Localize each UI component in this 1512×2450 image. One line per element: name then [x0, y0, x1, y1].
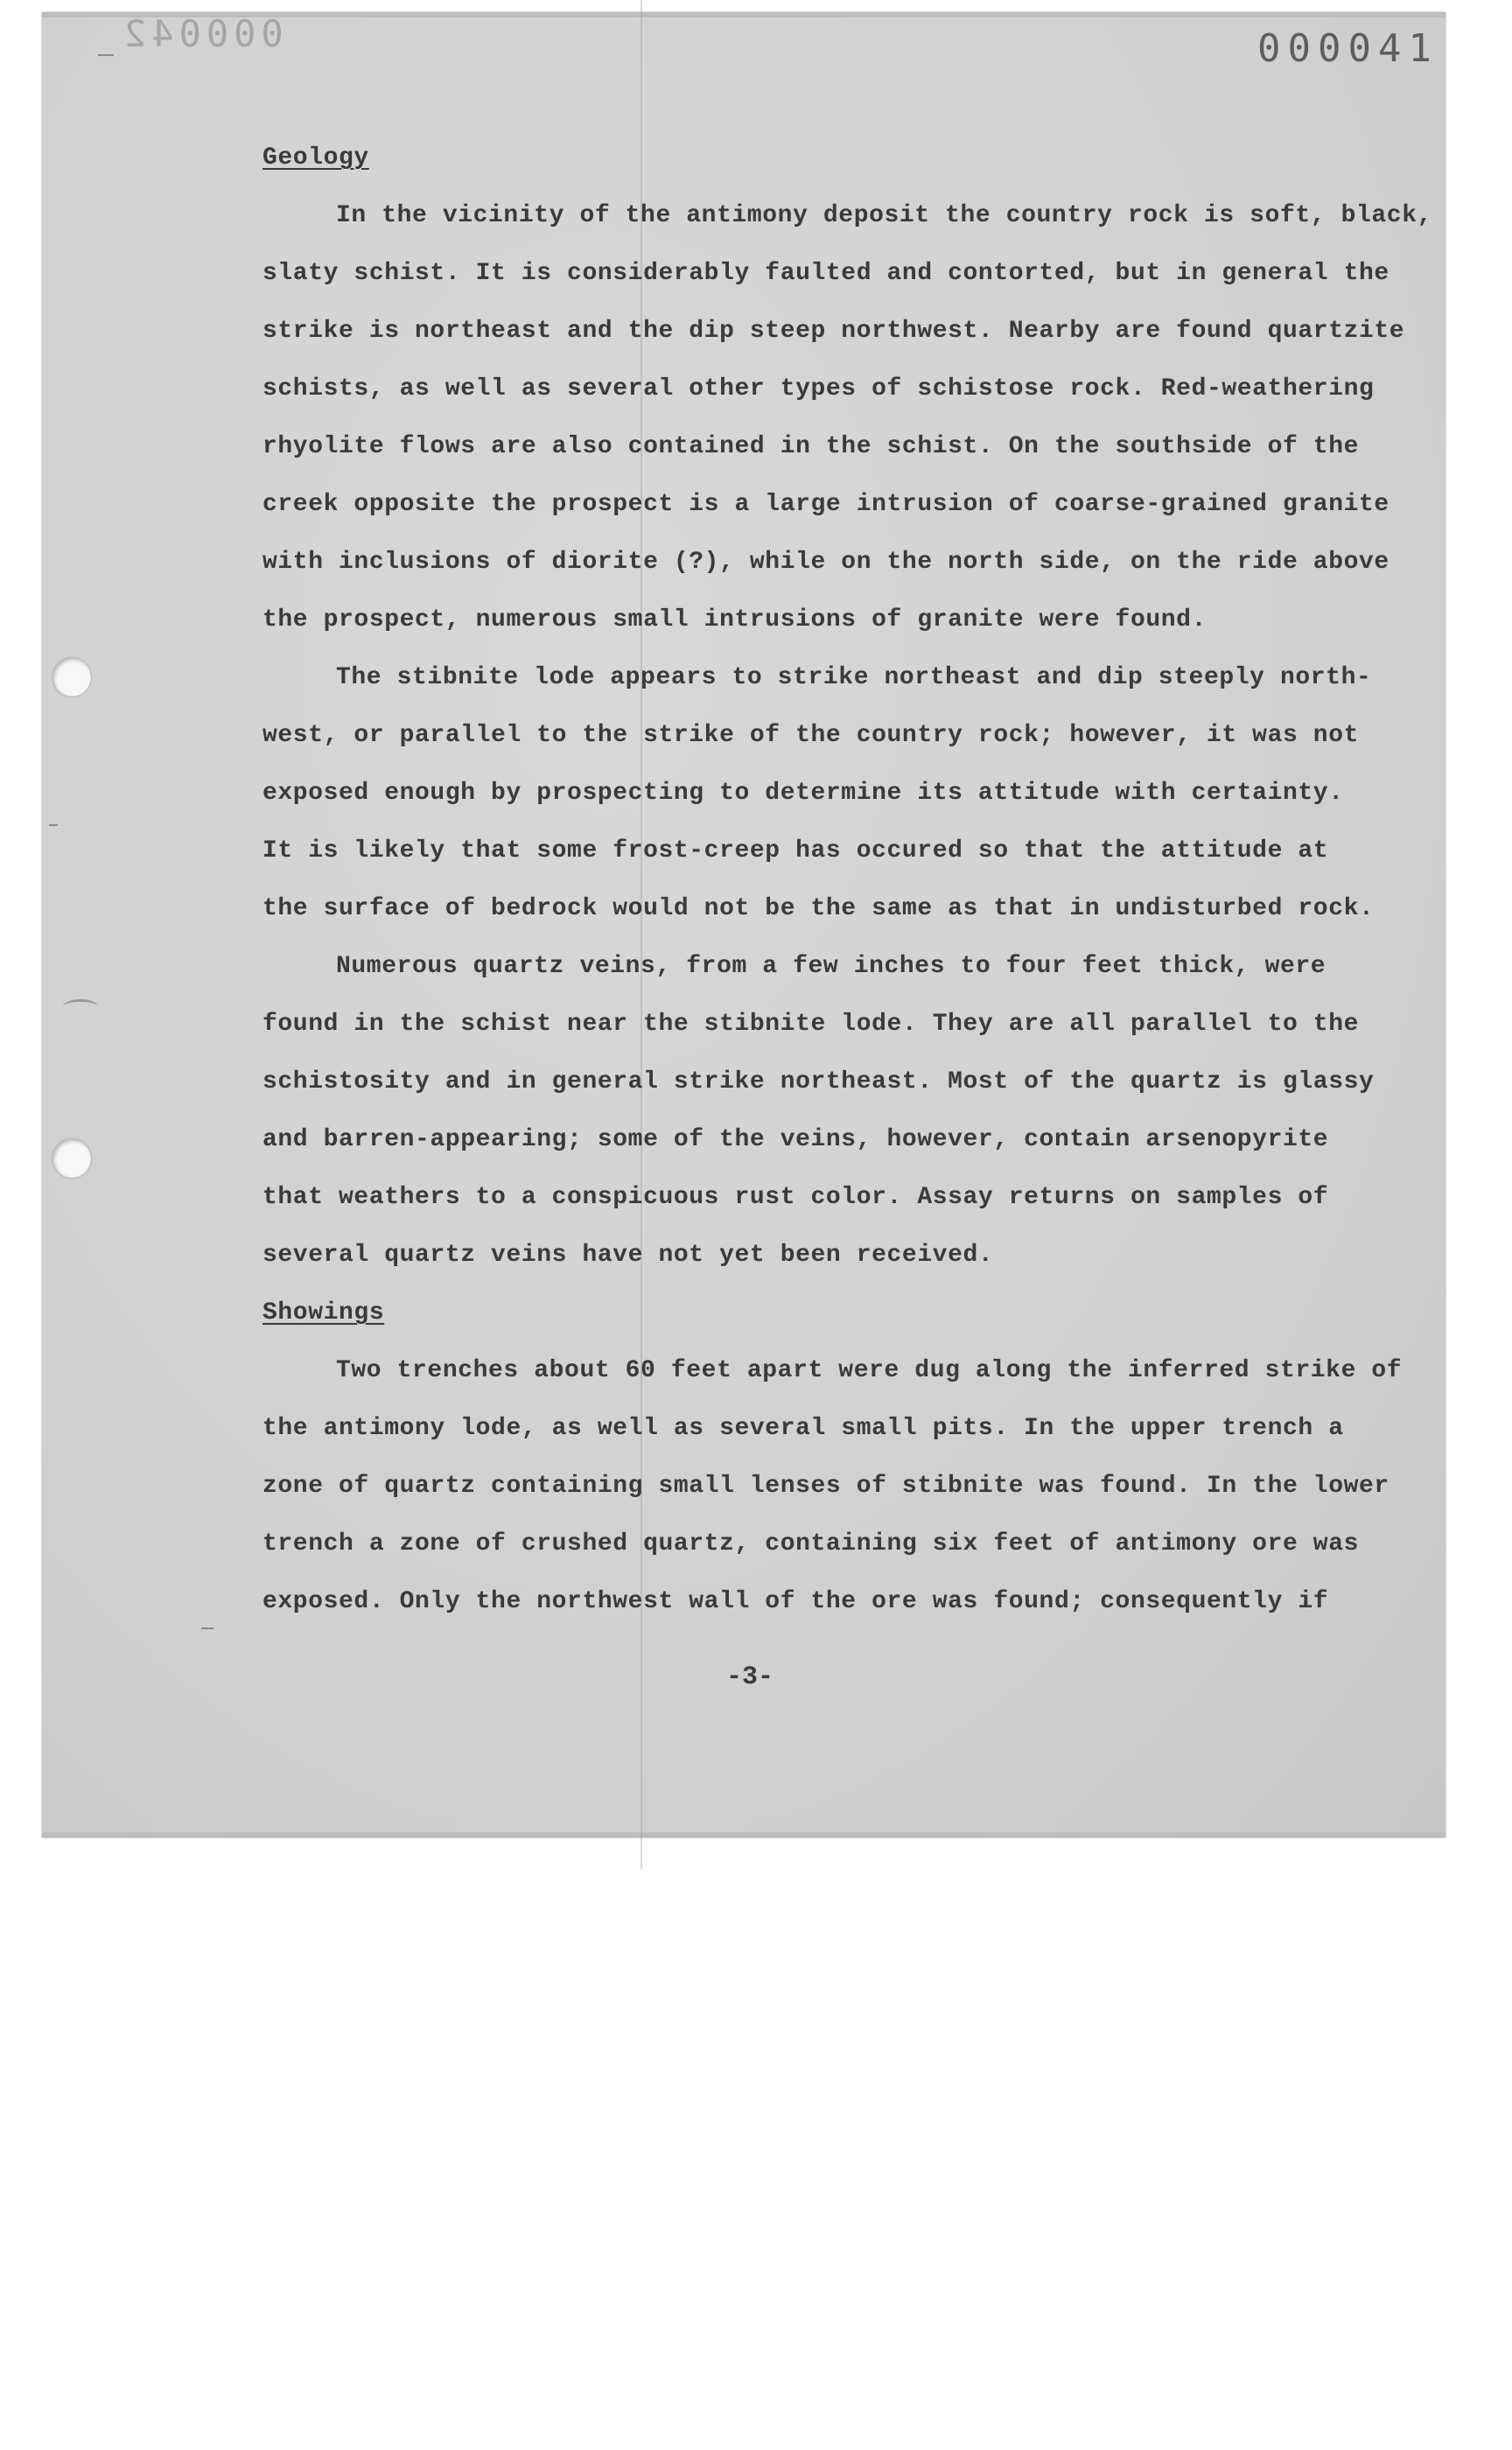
- mirrored-bates-stamp: 000042: [119, 12, 284, 55]
- punch-hole-middle-mark: [63, 999, 98, 1014]
- text-line: schists, as well as several other types of schistose rock. Red-weathering: [262, 375, 1375, 402]
- section-heading-geology: Geology: [262, 144, 369, 172]
- text-line: slaty schist. It is considerably faulted and contorted, but in general the: [262, 260, 1390, 287]
- text-line: Two trenches about 60 feet apart were dug along the inferred strike of: [336, 1357, 1403, 1384]
- text-line: and barren-appearing; some of the veins, however, contain arsenopyrite: [262, 1126, 1329, 1153]
- scan-speck: [201, 1628, 214, 1629]
- text-line: creek opposite the prospect is a large intrusion of coarse-grained granite: [262, 491, 1390, 518]
- text-line: In the vicinity of the antimony deposit the country rock is soft, black,: [336, 202, 1432, 229]
- scan-speck: [49, 824, 58, 826]
- document-body: [262, 130, 1432, 1631]
- text-line: Numerous quartz veins, from a few inches to four feet thick, were: [336, 953, 1326, 980]
- punch-hole-bottom: [52, 1139, 91, 1178]
- text-line: exposed. Only the northwest wall of the ore was found; consequently if: [262, 1588, 1329, 1615]
- text-line: The stibnite lode appears to strike northeast and dip steeply north-: [336, 664, 1372, 691]
- text-line: the prospect, numerous small intrusions of granite were found.: [262, 606, 1207, 634]
- section-showings: [262, 1284, 1418, 1631]
- text-line: that weathers to a conspicuous rust color. Assay returns on samples of: [262, 1184, 1329, 1211]
- text-line: the surface of bedrock would not be the same as that in undisturbed rock.: [262, 895, 1375, 922]
- scan-bottom-edge: [42, 1832, 1446, 1838]
- page-number: -3-: [726, 1662, 774, 1692]
- text-line: several quartz veins have not yet been received.: [262, 1242, 994, 1269]
- text-line: schistosity and in general strike northeast. Most of the quartz is glassy: [262, 1068, 1375, 1096]
- text-line: It is likely that some frost-creep has occured so that the attitude at: [262, 837, 1329, 864]
- paragraph: [262, 649, 1418, 938]
- text-line: the antimony lode, as well as several small pits. In the upper trench a: [262, 1415, 1344, 1442]
- text-line: exposed enough by prospecting to determine its attitude with certainty.: [262, 780, 1344, 807]
- text-line: found in the schist near the stibnite lode. They are all parallel to the: [262, 1011, 1359, 1038]
- section-geology: [262, 130, 1432, 1284]
- section-heading-showings: Showings: [262, 1299, 385, 1326]
- text-line: trench a zone of crushed quartz, containing six feet of antimony ore was: [262, 1530, 1359, 1558]
- paragraph: [262, 1342, 1418, 1631]
- scan-speck: [98, 54, 114, 56]
- bates-number-stamp: 000041: [1257, 26, 1438, 71]
- text-line: strike is northeast and the dip steep northwest. Nearby are found quartzite: [262, 318, 1405, 345]
- text-line: west, or parallel to the strike of the country rock; however, it was not: [262, 722, 1359, 749]
- paragraph: [262, 187, 1432, 649]
- punch-hole-top: [52, 658, 91, 696]
- text-line: rhyolite flows are also contained in the schist. On the southside of the: [262, 433, 1359, 460]
- text-line: with inclusions of diorite (?), while on the north side, on the ride above: [262, 549, 1390, 576]
- paragraph: [262, 938, 1418, 1284]
- text-line: zone of quartz containing small lenses of stibnite was found. In the lower: [262, 1473, 1390, 1500]
